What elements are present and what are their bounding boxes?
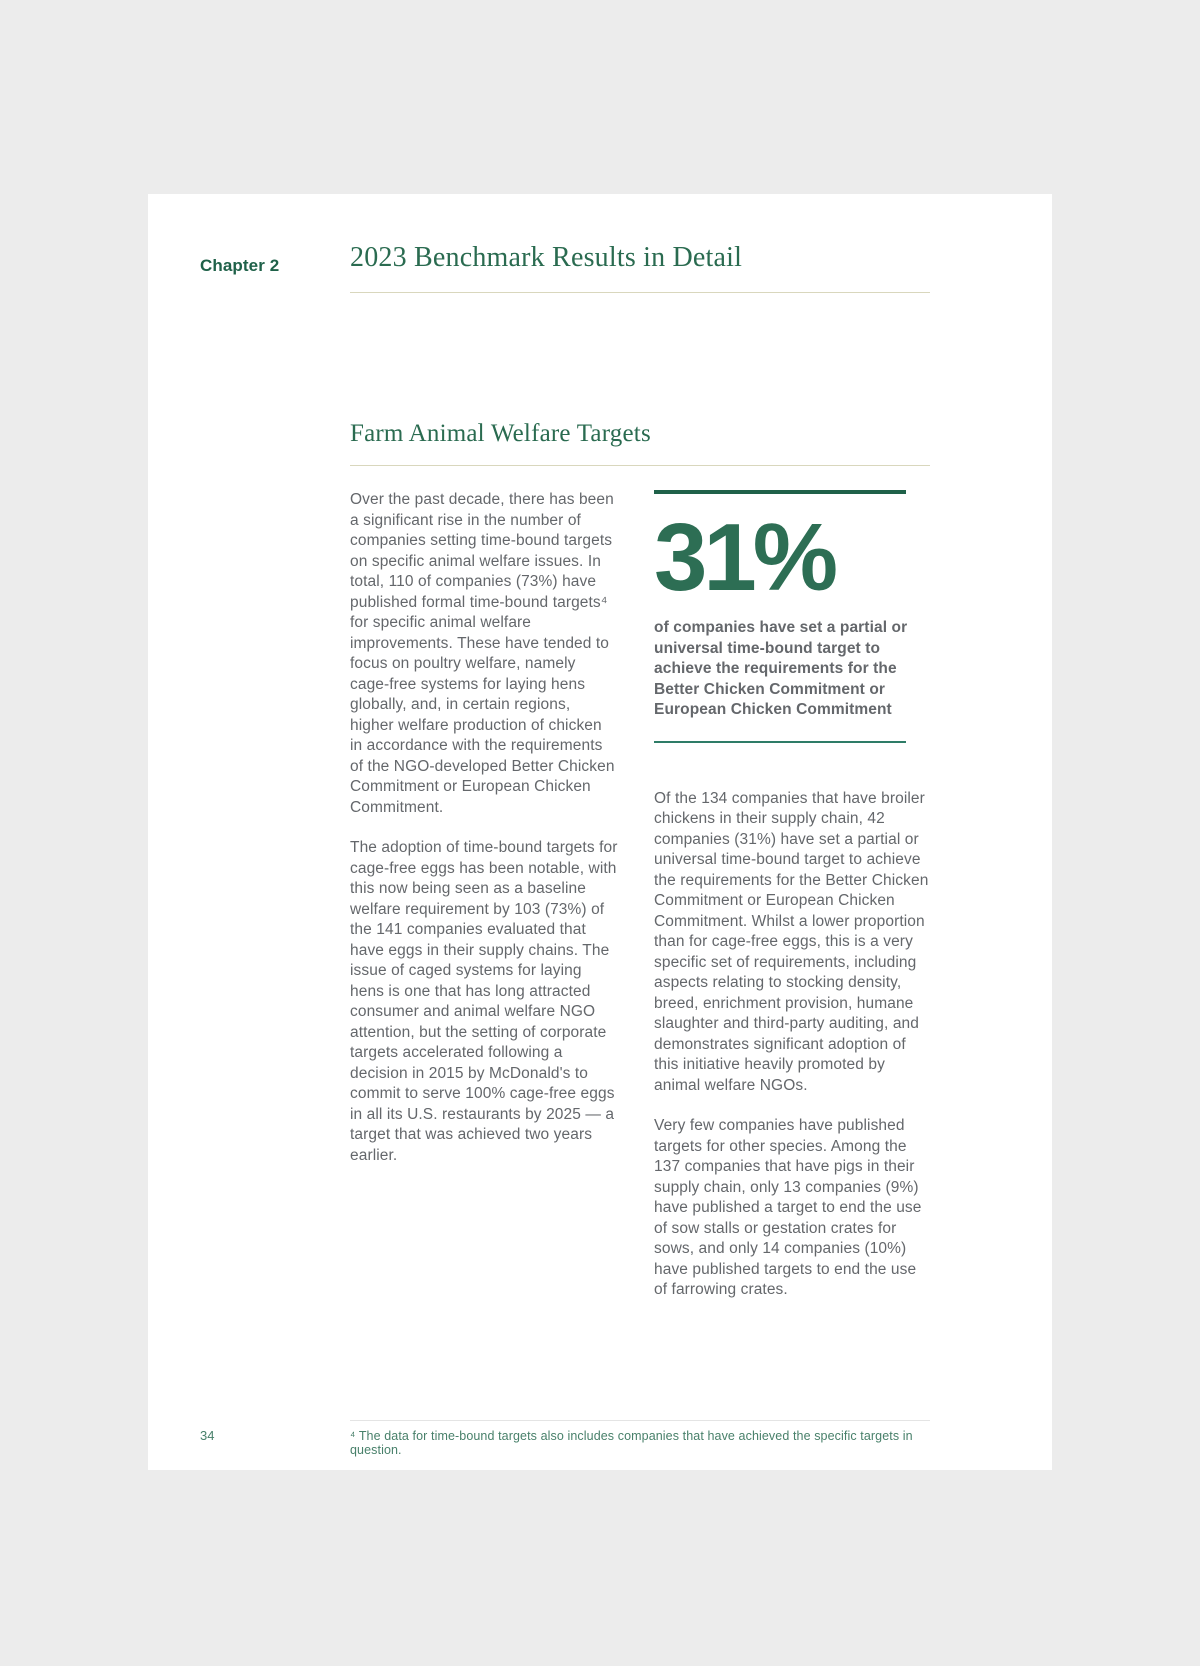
right-column: [654, 490, 930, 1321]
report-page: [148, 194, 1052, 1470]
title-divider: [350, 292, 930, 293]
page-title: 2023 Benchmark Results in Detail: [350, 242, 743, 273]
stat-caption: of companies have set a partial or universal time-bound target to achieve the requirements for the Better Chicken Commitment or European Chicken Commitment: [654, 619, 908, 718]
section-divider: [350, 465, 930, 466]
body-paragraph: Of the 134 companies that have broiler chickens in their supply chain, 42 companies (31%) have set a partial or universal time-bound target to achieve the requirements for the Better Chicken Commitment or European Chicken Commitment. Whilst a lower proportion than for cage-free eggs, this is a very specific set of requirements, including aspects relating to stocking density, breed, enrichment provision, humane slaughter and third-party auditing, and demonstrates significant adoption of this initiative heavily promoted by animal welfare NGOs.: [654, 789, 929, 1094]
page-number: 34: [200, 1428, 215, 1443]
chapter-label: Chapter 2: [200, 256, 280, 275]
footnote-text: ⁴ The data for time-bound targets also includes companies that have achieved the specific targets in question.: [350, 1429, 913, 1457]
section-title: Farm Animal Welfare Targets: [350, 420, 651, 447]
body-paragraph: The adoption of time-bound targets for cage-free eggs has been notable, with this now being seen as a baseline welfare requirement by 103 (73%) of the 141 companies evaluated that have eggs in their supply chains. The issue of caged systems for laying hens is one that has long attracted consumer and animal welfare NGO attention, but the setting of corporate targets accelerated following a decision in 2015 by McDonald's to commit to serve 100% cage-free eggs in all its U.S. restaurants by 2025 — a target that was achieved two years earlier.: [350, 839, 618, 1164]
footnote-divider: [350, 1420, 930, 1421]
body-paragraph: Over the past decade, there has been a significant rise in the number of companies setting time-bound targets on specific animal welfare issues. In total, 110 of companies (73%) have published formal time-bound targets⁴ for specific animal welfare improvements. These have tended to focus on poultry welfare, namely cage-free systems for laying hens globally, and, in certain regions, higher welfare production of chicken in accordance with the requirements of the NGO-developed Better Chicken Commitment or European Chicken Commitment.: [350, 491, 615, 816]
body-paragraph: Very few companies have published targets for other species. Among the 137 companies that have pigs in their supply chain, only 13 companies (9%) have published a target to end the use of sow stalls or gestation crates for sows, and only 14 companies (10%) have published targets to end the use of farrowing crates.: [654, 1117, 922, 1298]
left-column: [350, 490, 618, 1321]
two-column-body: [350, 490, 930, 1321]
callout-top-rule: [654, 490, 906, 494]
callout-bottom-rule: [654, 741, 906, 743]
stat-value: 31%: [654, 504, 835, 611]
stat-callout: [654, 490, 930, 743]
